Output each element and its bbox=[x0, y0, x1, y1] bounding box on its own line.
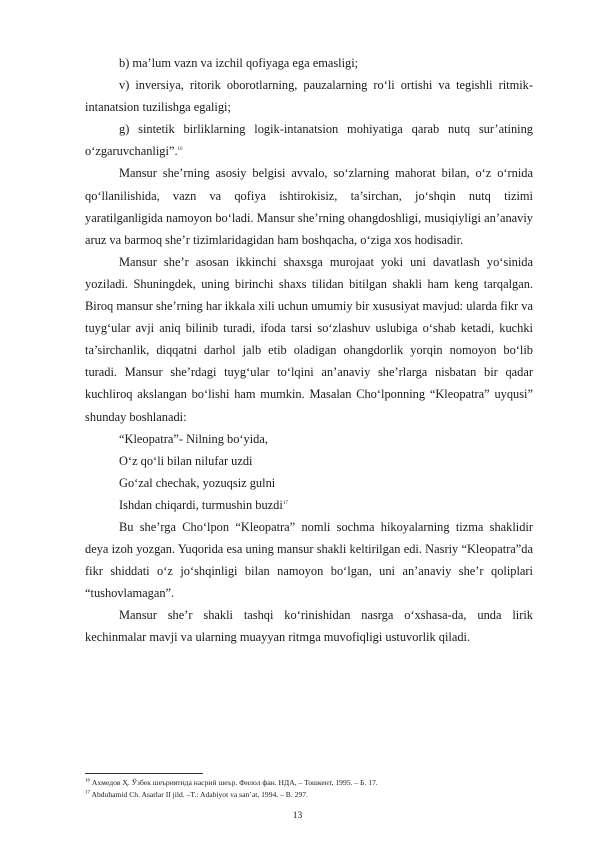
paragraph: b) ma’lum vazn va izchil qofiyaga ega emasligi; bbox=[119, 56, 359, 70]
footnote-marker[interactable]: 16 bbox=[177, 147, 183, 153]
page-body bbox=[85, 52, 533, 649]
paragraph: Mansur she’r shakli tashqi ko‘rinishidan nasrga o‘xshasa-da, unda lirik kechinmalar mavji va ularning muayyan ritmga muvofiqligi ustuvorlik qiladi. bbox=[85, 608, 533, 645]
paragraph: v) inversiya, ritorik oborotlarning, pauzalarning ro‘li ortishi va tegishli ritmik-intanatsion tuzilishga egaligi; bbox=[85, 78, 533, 115]
paragraph: Mansur she’r asosan ikkinchi shaxsga murojaat yoki uni davatlash yo‘sinida yoziladi. Shuningdek, uning birinchi shaxs tilidan bitilgan shakli ham keng tarqalgan. Biroq mansur she’rning har ikkala xili uchun umumiy bir xususiyat mavjud: ularda fikr va tuyg‘ular avji aniq bilinib turadi, ifoda tarsi so‘zlashuv uslubiga o‘shab ketadi, kuchki ta’sirchanlik, diqqatni darhol jalb etib oladigan ohangdorlik yorqin nomoyon bo‘lib turadi. Mansur she’rdagi tuyg‘ular to‘lqini an’anaviy she’rlarga nisbatan bir qadar kuchliroq akslangan bo‘lishi ham mumkin. Masalan Cho‘lponning “Kleopatra” uyqusi” shunday boshlanadi: bbox=[85, 254, 533, 424]
footnote: $^{16}$ Ахмедов Ҳ. Ўзбек шеъриятида насрий шеър. Филол фан. НДА, – Тошкент, 1995. – Б. 17. bbox=[85, 778, 378, 787]
verse-line: Ishdan chiqardi, turmushin buzdi$^{17}$ bbox=[119, 497, 288, 512]
paragraph: g) sintetik birliklarning logik-intanatsion mohiyatiga qarab nutq sur’atining o‘zgaruvchanligi”.$^{16}$ bbox=[85, 122, 533, 159]
verse-line: “Kleopatra”- Nilning bo‘yida, bbox=[119, 431, 268, 446]
page-number: 13 bbox=[292, 811, 303, 821]
paragraph: Mansur she’rning asosiy belgisi avvalo, so‘zlarning mahorat bilan, o‘z o‘rnida qo‘llanilishida, vazn va qofiya ishtirokisiz, ta’sirchan, jo‘shqin nutq tizimi yaratilganligida namoyon bo‘ladi. Mansur she’rning ohangdoshligi, musiqiyligi an’anaviy aruz va barmoq she’r tizimlaridagidan ham boshqacha, o‘ziga xos hodisadir. bbox=[85, 166, 533, 247]
paragraph: Bu she’rga Cho‘lpon “Kleopatra” nomli sochma hikoyalarning tizma shaklidir deya izoh yozgan. Yuqorida esa uning mansur shakli keltirilgan edi. Nasriy “Kleopatra”da fikr shiddati o‘z jo‘shqinligi bilan namoyon bo‘lgan, uni an’anaviy she’r qoliplari “tushovlamagan”. bbox=[85, 519, 533, 601]
footnote: $^{17}$ Abduhamid Ch. Asarlar II jild. –T.: Adabiyot va san’at, 1994. – B. 297. bbox=[85, 790, 308, 799]
verse-line: Go‘zal chechak, yozuqsiz gulni bbox=[119, 475, 276, 490]
footnote-marker[interactable]: 17 bbox=[282, 500, 288, 506]
verse-line: O‘z qo‘li bilan nilufar uzdi bbox=[119, 453, 253, 468]
footnote-divider bbox=[85, 773, 203, 774]
